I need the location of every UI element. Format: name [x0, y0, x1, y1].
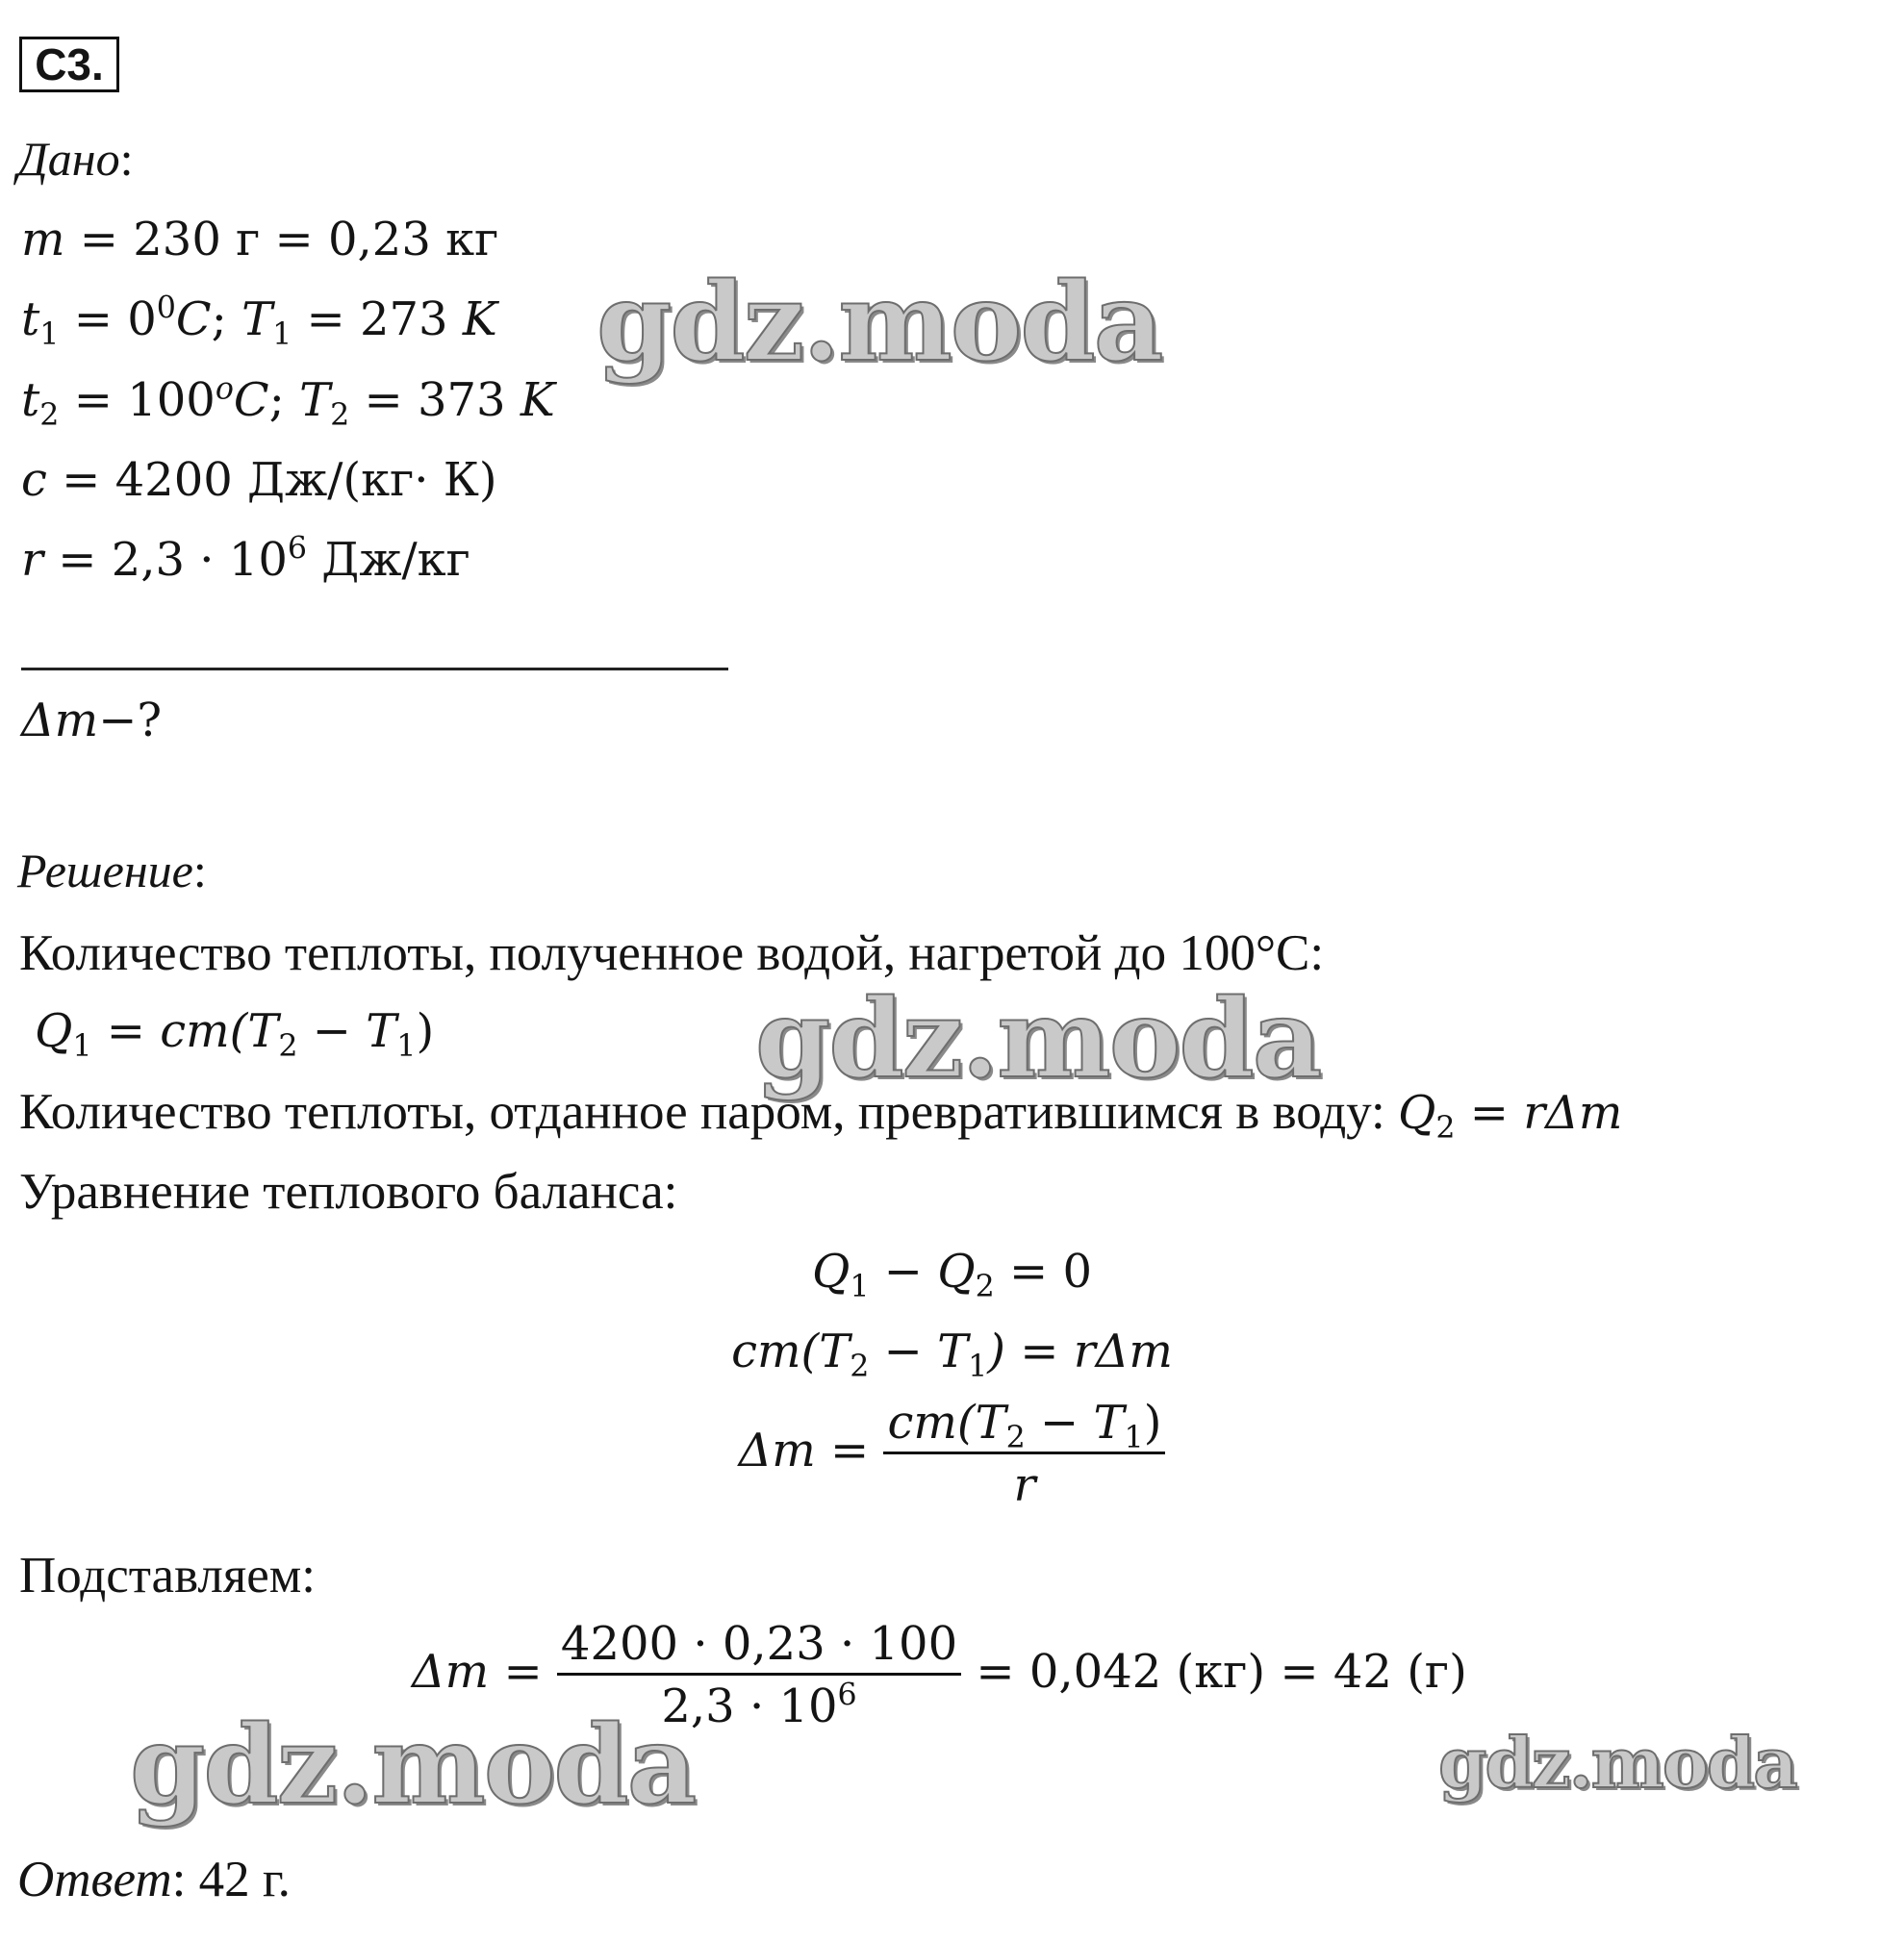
eq3-num-a: cm(T — [887, 1396, 1006, 1450]
given-colon: : — [119, 132, 134, 186]
answer-label: Ответ — [17, 1852, 172, 1907]
equation-balance — [0, 1245, 1904, 1305]
T2-symbol: T — [299, 373, 331, 427]
q1-symbol: Q — [35, 1004, 73, 1058]
c-symbol: c — [21, 453, 47, 507]
r-unit: Дж/кг — [307, 533, 470, 587]
given-find — [21, 694, 163, 747]
r-exponent: 6 — [287, 531, 308, 567]
given-heading-label: Дано — [17, 132, 120, 186]
eq4-numerator: 4200 · 0,23 · 100 — [560, 1617, 958, 1671]
eq1-a-sub: 1 — [850, 1270, 870, 1305]
watermark-logo: gdz.moda — [1438, 1722, 1796, 1804]
watermark-logo: gdz.moda — [755, 976, 1321, 1102]
given-t1 — [21, 290, 497, 353]
eq1-c: = 0 — [994, 1245, 1093, 1299]
q2-rhs: = rΔm — [1455, 1086, 1623, 1140]
T1-sub: 1 — [272, 317, 292, 353]
t2-sep: ; — [268, 373, 300, 427]
formula-q2 — [1397, 1086, 1623, 1147]
solution-line-1: Количество теплоты, полученное водой, нагретой до 100°С: — [19, 925, 1325, 981]
eq4-rhs: = 0,042 (кг) = 42 (г) — [961, 1645, 1467, 1699]
given-t2 — [21, 371, 555, 434]
T1-unit: K — [462, 292, 497, 346]
eq3-num-sub-2: 2 — [1005, 1421, 1026, 1456]
q2-sub: 2 — [1435, 1111, 1456, 1147]
watermark-logo: gdz.moda — [130, 1703, 696, 1829]
T1-symbol: T — [241, 292, 273, 346]
find-symbol: Δm — [21, 694, 99, 747]
t1-sub: 1 — [39, 317, 60, 353]
given-c — [21, 453, 497, 507]
eq4-den: 2,3 · 10 — [661, 1679, 838, 1733]
eq1-b-sub: 2 — [975, 1270, 995, 1305]
solution-heading — [17, 846, 207, 895]
given-heading — [17, 132, 134, 186]
answer-value: : 42 г. — [171, 1852, 291, 1907]
eq3-fraction — [883, 1396, 1165, 1512]
watermark-logo: gdz.moda — [597, 260, 1162, 386]
T2-sub: 2 — [330, 398, 350, 434]
q1-sub-2: 2 — [278, 1029, 298, 1065]
eq3-denominator — [883, 1452, 1165, 1512]
t2-sub: 2 — [39, 398, 60, 434]
q1-sub-1: 1 — [396, 1029, 417, 1065]
eq2-b-sub: 1 — [968, 1350, 988, 1385]
solution-line-4: Подставляем: — [19, 1548, 317, 1603]
eq2-a-sub: 2 — [850, 1350, 870, 1385]
eq1-b: − Q — [869, 1245, 976, 1299]
c-value: = 4200 Дж/(кг· К) — [46, 453, 497, 507]
eq4-den-exp: 6 — [837, 1678, 857, 1713]
eq3-num-b: − T — [1025, 1396, 1125, 1450]
t1-sep: ; — [211, 292, 242, 346]
eq3-den: r — [1013, 1458, 1036, 1512]
t1-degree: 0 — [156, 290, 176, 326]
t2-value: = 100 — [59, 373, 216, 427]
T2-value: = 373 — [349, 373, 520, 427]
t1-value: = 0 — [59, 292, 157, 346]
given-divider — [21, 668, 728, 670]
given-r — [21, 531, 470, 587]
t2-symbol: t — [21, 373, 40, 427]
eq3-numerator — [883, 1396, 1165, 1456]
task-number: С3. — [19, 37, 119, 92]
eq1-a: Q — [811, 1245, 850, 1299]
T1-value: = 273 — [292, 292, 463, 346]
solution-line-3: Уравнение теплового баланса: — [19, 1164, 678, 1220]
eq2-c: ) = rΔm — [987, 1325, 1173, 1378]
mass-value: = 230 г = 0,23 кг — [64, 213, 499, 266]
given-mass — [21, 213, 499, 266]
r-value: = 2,3 · 10 — [42, 533, 288, 587]
solution-line-2-text: Количество теплоты, отданное паром, превратившимся в воду: — [19, 1084, 1398, 1140]
equation-delta-m — [0, 1396, 1904, 1512]
t1-symbol: t — [21, 292, 40, 346]
r-symbol: r — [21, 533, 43, 587]
eq2-a: cm(T — [731, 1325, 850, 1378]
eq3-num-sub-1: 1 — [1124, 1421, 1144, 1456]
find-question: −? — [98, 694, 163, 747]
q1-sub: 1 — [72, 1029, 92, 1065]
q1-end: ) — [416, 1004, 435, 1058]
eq4-lhs: Δm = — [412, 1645, 557, 1699]
q2-symbol: Q — [1397, 1086, 1436, 1140]
T2-unit: K — [520, 373, 555, 427]
t2-degree: o — [215, 371, 234, 407]
formula-q1 — [35, 1004, 435, 1065]
eq3-num-c: ) — [1143, 1396, 1162, 1450]
mass-symbol: m — [21, 213, 65, 266]
q1-mid: − T — [297, 1004, 397, 1058]
solution-heading-label: Решение — [17, 844, 193, 897]
eq3-lhs: Δm = — [738, 1424, 884, 1477]
eq2-b: − T — [869, 1325, 969, 1378]
answer-line — [17, 1852, 291, 1907]
q1-rhs: = cm(T — [91, 1004, 279, 1058]
t2-unit: C — [233, 373, 269, 427]
solution-colon: : — [192, 844, 207, 897]
equation-expanded — [0, 1325, 1904, 1385]
t1-unit: C — [175, 292, 212, 346]
